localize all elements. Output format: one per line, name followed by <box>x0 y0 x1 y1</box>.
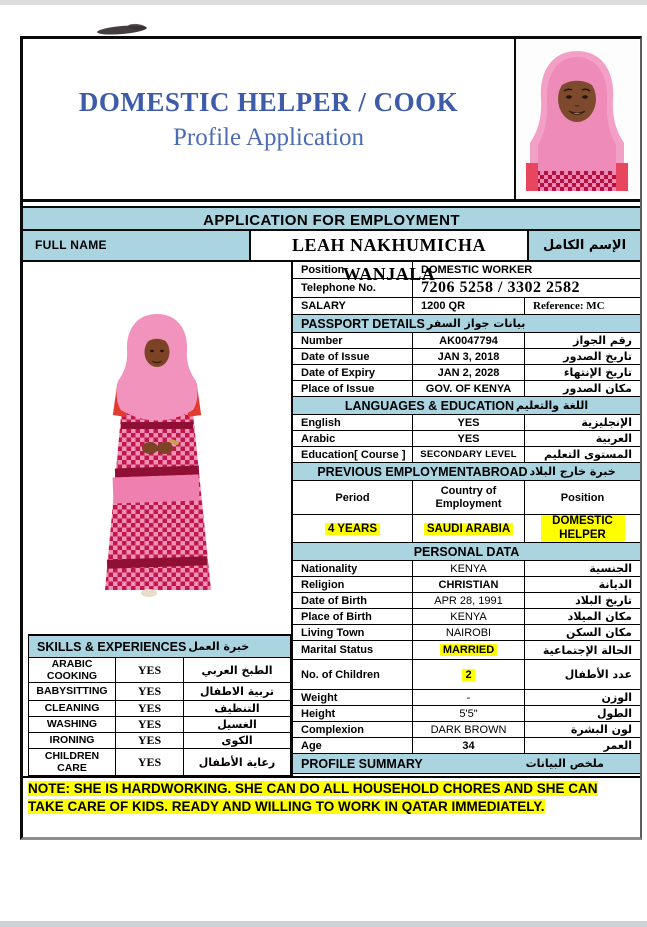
field-value: DARK BROWN <box>413 722 525 737</box>
field-value: APR 28, 1991 <box>413 593 525 608</box>
country-value: SAUDI ARABIA <box>413 515 525 542</box>
age-row <box>293 738 640 754</box>
application-for-employment-bar: APPLICATION FOR EMPLOYMENT <box>23 206 640 231</box>
field-value: YES <box>413 431 525 446</box>
field-label-arabic: تاريخ الصدور <box>563 350 632 363</box>
date-of-expiry-row <box>293 365 640 381</box>
education-row <box>293 447 640 463</box>
right-column <box>291 262 640 776</box>
field-label-arabic: المستوى التعليم <box>544 448 632 461</box>
telephone-value: 7206 5258 / 3302 2582 <box>421 279 580 296</box>
field-label-arabic: لون البشرة <box>570 723 632 736</box>
date-of-issue-row <box>293 349 640 365</box>
skill-row <box>29 683 291 701</box>
title-line-2: Profile Application <box>173 123 364 151</box>
place-of-birth-row <box>293 609 640 625</box>
field-label: Religion <box>293 577 413 592</box>
languages-education-title: LANGUAGES & EDUCATION <box>344 398 515 413</box>
skill-value: YES <box>116 749 184 775</box>
field-label: English <box>293 415 413 430</box>
field-label-arabic: مكان السكن <box>566 626 632 639</box>
position-label: Position <box>293 262 413 278</box>
salary-value: 1200 QR <box>413 298 525 314</box>
skills-title-arabic: خبرة العمل <box>188 640 250 653</box>
skill-label-arabic: الغسيل <box>184 717 291 732</box>
skill-value: YES <box>116 701 184 716</box>
nationality-row <box>293 561 640 577</box>
skill-value: YES <box>116 717 184 732</box>
column-country: Country of Employment <box>413 481 525 514</box>
skill-label: CHILDREN CARE <box>29 749 116 775</box>
page-top-edge <box>0 0 647 5</box>
reference-value: Reference: MC <box>533 300 605 312</box>
date-of-birth-row <box>293 593 640 609</box>
skills-table <box>28 634 291 776</box>
field-value: AK0047794 <box>413 333 525 348</box>
field-value: 5'5" <box>413 706 525 721</box>
position-value: DOMESTIC WORKER <box>421 264 533 276</box>
field-value: YES <box>413 415 525 430</box>
skill-label-arabic: رعاية الأطفال <box>184 749 291 775</box>
passport-number-row <box>293 333 640 349</box>
passport-details-title-arabic: بيانات جواز السفر <box>426 317 526 330</box>
field-value: NAIROBI <box>413 625 525 640</box>
passport-details-header <box>293 315 640 333</box>
field-label-arabic: العمر <box>603 739 632 752</box>
field-value: CHRISTIAN <box>413 577 525 592</box>
skill-value: YES <box>116 733 184 748</box>
field-value: MARRIED <box>413 641 525 659</box>
application-document <box>20 36 642 840</box>
salary-row <box>293 298 640 315</box>
field-label: Weight <box>293 690 413 705</box>
field-label: Complexion <box>293 722 413 737</box>
field-label-arabic: مكان الصدور <box>563 382 632 395</box>
skill-label: BABYSITTING <box>29 683 116 700</box>
field-label: Place of Issue <box>293 381 413 396</box>
field-label: Date of Issue <box>293 349 413 364</box>
weight-row <box>293 690 640 706</box>
field-label: Date of Expiry <box>293 365 413 380</box>
field-label-arabic: تاريخ البلاد <box>575 594 632 607</box>
page-title <box>23 39 514 199</box>
skill-label: IRONING <box>29 733 116 748</box>
personal-data-header <box>293 543 640 561</box>
field-label-arabic: العربية <box>595 432 632 445</box>
field-label-arabic: الحالة الإجتماعية <box>542 643 632 657</box>
languages-education-title-arabic: اللغة والتعليم <box>516 399 589 412</box>
field-value: SECONDARY LEVEL <box>413 447 525 462</box>
field-label: Arabic <box>293 431 413 446</box>
field-value: JAN 3, 2018 <box>413 349 525 364</box>
previous-employment-header <box>293 463 640 481</box>
skill-row <box>29 701 291 717</box>
field-value: 34 <box>413 738 525 753</box>
full-body-photo-illustration <box>23 262 291 634</box>
field-label: Age <box>293 738 413 753</box>
children-row <box>293 660 640 690</box>
living-town-row <box>293 625 640 641</box>
telephone-label: Telephone No. <box>293 279 413 297</box>
english-row <box>293 415 640 431</box>
left-column <box>23 262 291 776</box>
skill-value: YES <box>116 658 184 682</box>
applicant-full-body-photo <box>23 262 291 634</box>
previous-employment-columns <box>293 481 640 515</box>
position-value: DOMESTIC HELPER <box>525 515 640 542</box>
portrait-photo-illustration <box>516 39 638 197</box>
field-label: Place of Birth <box>293 609 413 624</box>
previous-employment-title-arabic: خبرة خارج البلاد <box>529 465 616 478</box>
skill-row <box>29 749 291 776</box>
field-label: Education[ Course ] <box>293 447 413 462</box>
complexion-row <box>293 722 640 738</box>
full-name-label: FULL NAME <box>35 238 107 252</box>
previous-employment-values <box>293 515 640 543</box>
profile-summary-title: PROFILE SUMMARY <box>301 756 423 771</box>
religion-row <box>293 577 640 593</box>
field-value: KENYA <box>413 561 525 576</box>
skill-label: WASHING <box>29 717 116 732</box>
skill-label-arabic: الكوى <box>184 733 291 748</box>
applicant-portrait-photo <box>514 39 640 199</box>
main-content <box>23 262 640 776</box>
profile-summary-header <box>293 754 640 774</box>
field-label: Height <box>293 706 413 721</box>
skill-row <box>29 658 291 683</box>
column-period: Period <box>293 481 413 514</box>
field-label-arabic: الديانة <box>598 578 632 591</box>
skill-label-arabic: الطبخ العربي <box>184 658 291 682</box>
field-label-arabic: تاريخ الإنتهاء <box>563 366 632 379</box>
column-position: Position <box>560 491 605 504</box>
skills-header <box>29 636 291 658</box>
marital-status-row <box>293 641 640 660</box>
skill-label: CLEANING <box>29 701 116 716</box>
field-label-arabic: مكان الميلاد <box>567 610 632 623</box>
field-label: Nationality <box>293 561 413 576</box>
field-label-arabic: عدد الأطفال <box>564 668 632 681</box>
height-row <box>293 706 640 722</box>
salary-label: SALARY <box>293 298 413 314</box>
field-label: No. of Children <box>293 660 413 689</box>
skills-title: SKILLS & EXPERIENCES <box>37 639 187 654</box>
field-label: Number <box>293 333 413 348</box>
doc-header <box>23 39 640 202</box>
field-label: Marital Status <box>293 641 413 659</box>
note-section <box>23 776 640 843</box>
field-value: 2 <box>413 660 525 689</box>
field-value: - <box>413 690 525 705</box>
field-value: KENYA <box>413 609 525 624</box>
skill-row <box>29 733 291 749</box>
field-label-arabic: الجنسية <box>589 562 632 575</box>
full-name-label-arabic: الإسم الكامل <box>542 238 627 253</box>
position-row <box>293 262 640 279</box>
skill-value: YES <box>116 683 184 700</box>
skill-label-arabic: التنظيف <box>184 701 291 716</box>
field-label-arabic: الطول <box>596 707 632 720</box>
skill-row <box>29 717 291 733</box>
languages-education-header <box>293 397 640 415</box>
profile-summary-title-arabic: ملخص البيانات <box>525 757 604 770</box>
passport-details-title: PASSPORT DETAILS <box>301 316 425 331</box>
field-label-arabic: الإنجليزية <box>581 416 632 429</box>
period-value: 4 YEARS <box>293 515 413 542</box>
arabic-row <box>293 431 640 447</box>
place-of-issue-row <box>293 381 640 397</box>
skill-label-arabic: تربية الاطفال <box>184 683 291 700</box>
field-value: JAN 2, 2028 <box>413 365 525 380</box>
note-text: NOTE: SHE IS HARDWORKING. SHE CAN DO ALL HOUSEHOLD CHORES AND SHE CAN TAKE CARE OF KIDS. READY AND WILLING TO WORK IN QATAR IMMEDIATELY. <box>28 781 598 814</box>
skill-label: ARABIC COOKING <box>29 658 116 682</box>
telephone-row <box>293 279 640 298</box>
full-name-value: LEAH NAKHUMICHA WANJALA <box>249 231 529 260</box>
page-bottom-edge <box>0 921 647 927</box>
field-label-arabic: رقم الجواز <box>573 334 632 347</box>
previous-employment-title: PREVIOUS EMPLOYMENTABROAD <box>317 464 528 479</box>
title-line-1: DOMESTIC HELPER / COOK <box>78 86 459 117</box>
field-label: Date of Birth <box>293 593 413 608</box>
personal-data-title: PERSONAL DATA <box>413 544 520 559</box>
field-label-arabic: الوزن <box>601 691 632 704</box>
field-label: Living Town <box>293 625 413 640</box>
field-value: GOV. OF KENYA <box>413 381 525 396</box>
